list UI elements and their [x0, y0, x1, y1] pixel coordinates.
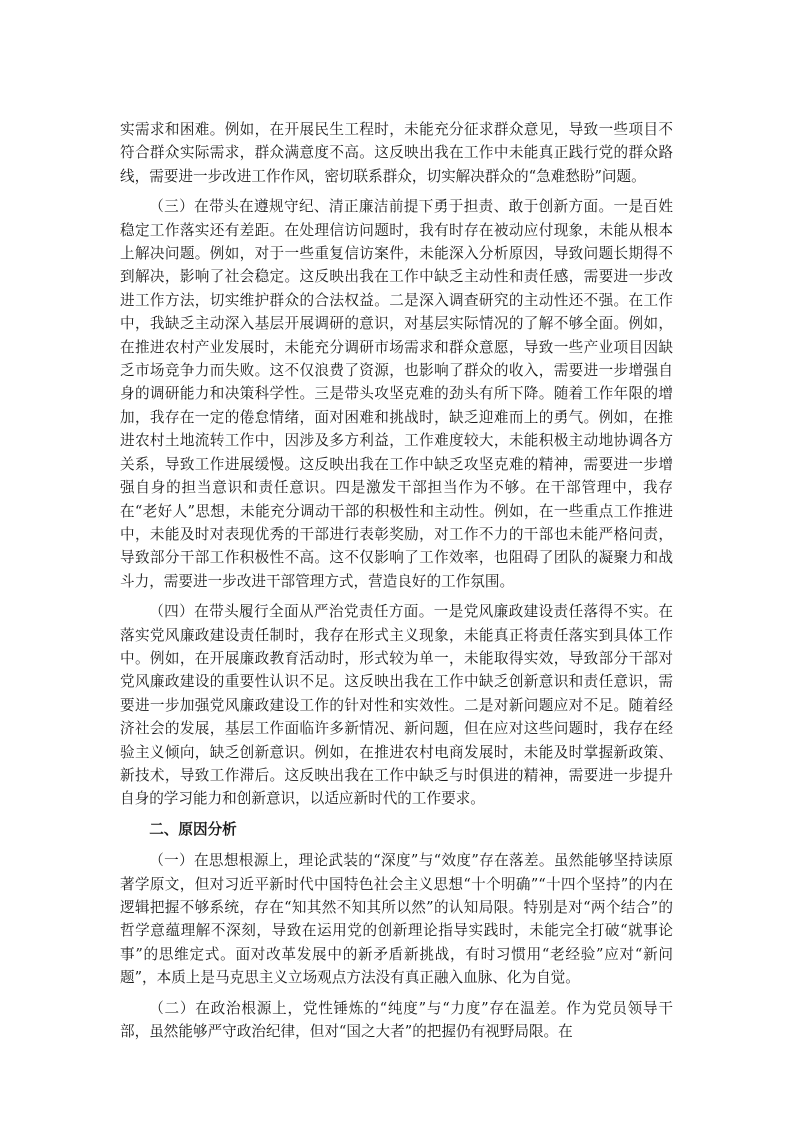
- paragraph-continuation: 实需求和困难。例如，在开展民生工程时，未能充分征求群众意见，导致一些项目不符合群众实际需求，群众满意度不高。这反映出我在工作中未能真正践行党的群众路线，需要进一步改进工作作风，密切联系群众，切实解决群众的“急难愁盼”问题。: [120, 121, 673, 185]
- document-body: [120, 118, 673, 1050]
- paragraph-cause-1: （一）在思想根源上，理论武装的“深度”与“效度”存在落差。虽然能够坚持读原著学原文，但对习近平新时代中国特色社会主义思想“十个明确”“十四个坚持”的内在逻辑把握不够系统，存在“知其然不知其所以然”的认知局限。特别是对“两个结合”的哲学意蕴理解不深刻，导致在运用党的创新理论指导实践时，未能完全打破“就事论事”的思维定式。面对改革发展中的新矛盾新挑战，有时习惯用“老经验”应对“新问题”，本质上是马克思主义立场观点方法没有真正融入血脉、化为自觉。: [120, 852, 673, 987]
- paragraph-cause-2: （二）在政治根源上，党性锤炼的“纯度”与“力度”存在温差。作为党员领导干部，虽然能够严守政治纪律，但对“国之大者”的把握仍有视野局限。在: [120, 999, 673, 1041]
- paragraph-section-4: （四）在带头履行全面从严治党责任方面。一是党风廉政建设责任落得不实。在落实党风廉政建设责任制时，我存在形式主义现象，未能真正将责任落实到具体工作中。例如，在开展廉政教育活动时，形式较为单一，未能取得实效，导致部分干部对党风廉政建设的重要性认识不足。这反映出我在工作中缺乏创新意识和责任意识，需要进一步加强党风廉政建设工作的针对性和实效性。二是对新问题应对不足。随着经济社会的发展，基层工作面临许多新情况、新问题，但在应对这些问题时，我存在经验主义倾向，缺乏创新意识。例如，在推进农村电商发展时，未能及时掌握新政策、新技术，导致工作滞后。这反映出我在工作中缺乏与时俱进的精神，需要进一步提升自身的学习能力和创新意识，以适应新时代的工作要求。: [120, 603, 673, 808]
- paragraph-section-3: （三）在带头在遵规守纪、清正廉洁前提下勇于担责、敢于创新方面。一是百姓稳定工作落实还有差距。在处理信访问题时，我有时存在被动应付现象，未能从根本上解决问题。例如，对于一些重复信访案件，未能深入分析原因，导致问题长期得不到解决，影响了社会稳定。这反映出我在工作中缺乏主动性和责任感，需要进一步改进工作方法，切实维护群众的合法权益。二是深入调查研究的主动性还不强。在工作中，我缺乏主动深入基层开展调研的意识，对基层实际情况的了解不够全面。例如，在推进农村产业发展时，未能充分调研市场需求和群众意愿，导致一些产业项目因缺乏市场竞争力而失败。这不仅浪费了资源，也影响了群众的收入，需要进一步增强自身的调研能力和决策科学性。三是带头攻坚克难的劲头有所下降。随着工作年限的增加，我存在一定的倦怠情绪，面对困难和挑战时，缺乏迎难而上的勇气。例如，在推进农村土地流转工作中，因涉及多方利益，工作难度较大，未能积极主动地协调各方关系，导致工作进展缓慢。这反映出我在工作中缺乏攻坚克难的精神，需要进一步增强自身的担当意识和责任意识。四是激发干部担当作为不够。在干部管理中，我存在“老好人”思想，未能充分调动干部的积极性和主动性。例如，在一些重点工作推进中，未能及时对表现优秀的干部进行表彰奖励，对工作不力的干部也未能严格问责，导致部分干部工作积极性不高。这不仅影响了工作效率，也阻碍了团队的凝聚力和战斗力，需要进一步改进干部管理方式，营造良好的工作氛围。: [120, 198, 673, 590]
- section-heading-cause-analysis: 二、原因分析: [149, 820, 237, 838]
